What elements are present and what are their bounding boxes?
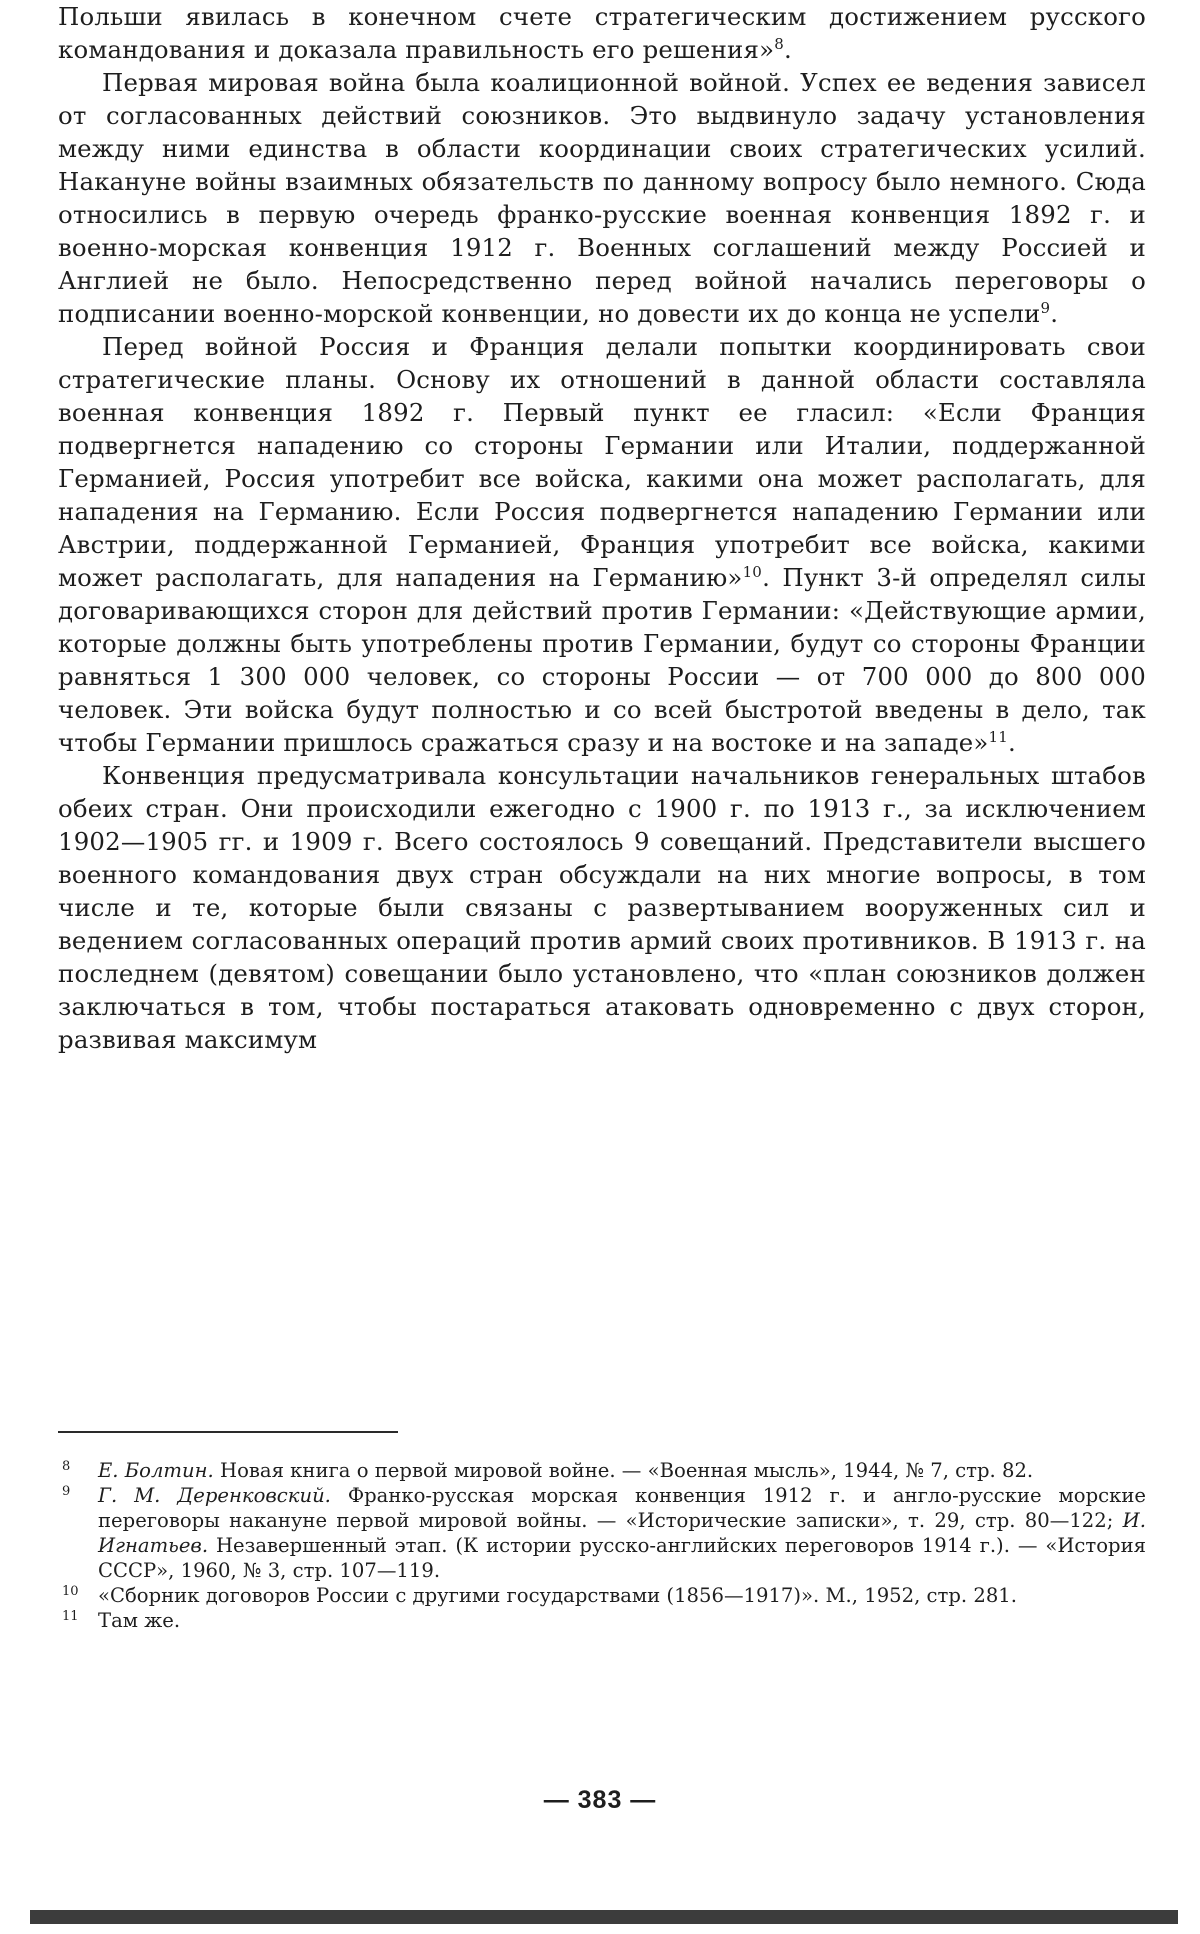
footnote-10: 10 «Сборник договоров России с другими государствами (1856—1917)». М., 1952, стр. 281. <box>62 1584 1017 1607</box>
footnote-11: 11 Там же. <box>62 1609 181 1632</box>
footnote-9: 9 Г. М. Деренковский. Франко-русская морская конвенция 1912 г. и англо-русские морские переговоры накануне первой мировой войны. — «Исторические записки», т. 29, стр. 80—122; И. Игнатьев. Незавершенный этап. (К истории русско-английских переговоров 1914 г.). — «История СССР», 1960, № 3, стр. 107—119. <box>62 1484 1146 1582</box>
footnote-8: 8 Е. Болтин. Новая книга о первой мировой войне. — «Военная мысль», 1944, № 7, стр. 82. <box>62 1459 1034 1482</box>
page-bottom-border <box>30 1910 1178 1924</box>
paragraph-1: Польши явилась в конечном счете стратегическим достижением русского командования и доказала правильность его решения»$^8$. <box>58 2 1146 64</box>
paragraph-4: Конвенция предусматривала консультации начальников генеральных штабов обеих стран. Они происходили ежегодно с 1900 г. по 1913 г., за исключением 1902—1905 гг. и 1909 г. Всего состоялось 9 совещаний. Представители высшего военного командования двух стран обсуждали на них многие вопросы, в том числе и те, которые были связаны с развертыванием вооруженных сил и ведением согласованных операций против армий своих противников. В 1913 г. на последнем (девятом) совещании было установлено, что «план союзников должен заключаться в том, чтобы постараться атаковать одновременно с двух сторон, развивая максимум <box>58 761 1146 1054</box>
footnote-divider <box>58 1431 398 1433</box>
footnotes <box>58 1458 1146 1633</box>
main-text <box>58 0 1146 1056</box>
page-number: — 383 — <box>543 1786 657 1814</box>
paragraph-3: Перед войной Россия и Франция делали попытки координировать свои стратегические планы. Основу их отношений в данной области составляла военная конвенция 1892 г. Первый пункт ее гласил: «Если Франция подвергнется нападению со стороны Германии или Италии, поддержанной Германией, Россия употребит все войска, какими она может располагать, для нападения на Германию. Если Россия подвергнется нападению Германии или Австрии, поддержанной Германией, Франция употребит все войска, какими может располагать, для нападения на Германию»$^{10}$. Пункт 3-й определял силы договаривающихся сторон для действий против Германии: «Действующие армии, которые должны быть употреблены против Германии, будут со стороны Франции равняться 1 300 000 человек, со стороны России — от 700 000 до 800 000 человек. Эти войска будут полностью и со всей быстротой введены в дело, так чтобы Германии пришлось сражаться сразу и на востоке и на западе»$^{11}$. <box>58 332 1146 757</box>
paragraph-2: Первая мировая война была коалиционной войной. Успех ее ведения зависел от согласованных действий союзников. Это выдвинуло задачу установления между ними единства в области координации своих стратегических усилий. Накануне войны взаимных обязательств по данному вопросу было немного. Сюда относились в первую очередь франко-русские военная конвенция 1892 г. и военно-морская конвенция 1912 г. Военных соглашений между Россией и Англией не было. Непосредственно перед войной начались переговоры о подписании военно-морской конвенции, но довести их до конца не успели$^9$. <box>58 68 1146 328</box>
